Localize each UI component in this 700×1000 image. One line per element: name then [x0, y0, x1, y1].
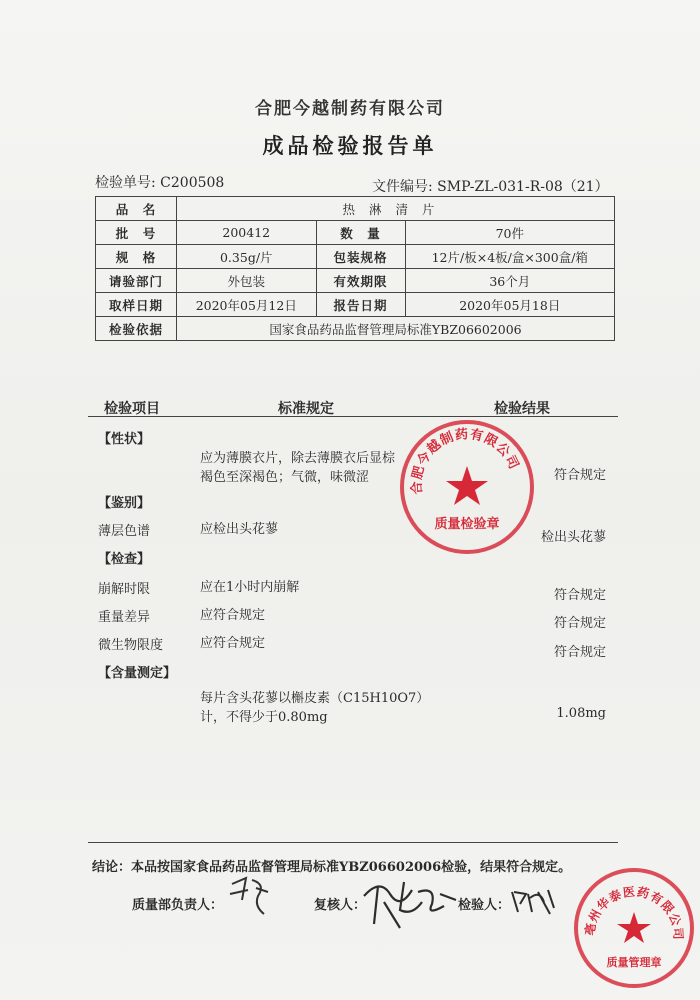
column-standard: 标准规定 — [278, 401, 334, 417]
partner-quality-seal — [574, 868, 694, 988]
microbial-limit-standard: 应符合规定 — [200, 636, 266, 651]
star-icon — [446, 466, 488, 505]
file-number-value: SMP-ZL-031-R-08（21） — [437, 179, 609, 195]
partner-seal-top-text: 亳州华泰医药有限公司 — [582, 884, 686, 941]
section-inspection: 【检查】 — [98, 552, 151, 567]
table-row — [96, 197, 615, 221]
quality-seal-bottom-text: 质量检验章 — [434, 517, 500, 532]
appearance-standard — [200, 449, 395, 487]
section-identification: 【鉴别】 — [98, 496, 151, 511]
validity-label: 有效期限 — [316, 269, 405, 293]
file-number — [372, 176, 609, 196]
assay-standard-line-2: 计，不得少于0.80mg — [200, 710, 328, 725]
tlc-result: 检出头花蓼 — [540, 530, 606, 545]
assay-standard — [200, 689, 429, 727]
footer-divider — [88, 842, 618, 843]
conclusion: 结论：本品按国家食品药品监督管理局标准YBZ06602006检验，结果符合规定。 — [92, 860, 572, 875]
appearance-standard-line-1: 应为薄膜衣片，除去薄膜衣后显棕 — [200, 451, 396, 466]
assay-result: 1.08mg — [556, 706, 606, 721]
report-date-label: 报告日期 — [316, 293, 405, 317]
reviewer-signature — [360, 876, 460, 932]
qa-head-signature — [226, 870, 272, 920]
table-row — [96, 221, 615, 245]
package-spec-value: 12片/板×4板/盒×300盒/箱 — [405, 245, 614, 269]
quality-inspection-seal — [400, 420, 534, 554]
file-number-label: 文件编号: — [372, 179, 433, 195]
table-row — [96, 269, 615, 293]
microbial-limit-result: 符合规定 — [553, 645, 606, 660]
table-row — [96, 245, 615, 269]
partner-seal-bottom-text: 质量管理章 — [606, 956, 662, 969]
table-row — [96, 317, 615, 341]
report-number-label: 检验单号: — [95, 175, 156, 191]
product-name-value: 热淋清片 — [177, 197, 615, 221]
section-appearance: 【性状】 — [98, 432, 151, 447]
weight-variation-item: 重量差异 — [98, 610, 151, 625]
report-number — [95, 172, 224, 192]
disintegration-standard: 应在1小时内崩解 — [200, 580, 300, 595]
appearance-standard-line-2: 褐色至深褐色；气微，味微涩 — [200, 470, 370, 485]
batch-label: 批 号 — [96, 221, 177, 245]
quantity-value: 70件 — [405, 221, 614, 245]
disintegration-item: 崩解时限 — [98, 582, 151, 597]
partner-quality-seal-graphic — [578, 872, 690, 984]
package-spec-label: 包装规格 — [316, 245, 405, 269]
tlc-standard: 应检出头花蓼 — [200, 522, 279, 537]
sample-date-value: 2020年05月12日 — [177, 293, 317, 317]
quality-inspection-seal-graphic — [404, 424, 530, 550]
department-value: 外包装 — [177, 269, 317, 293]
disintegration-result: 符合规定 — [553, 588, 606, 603]
spec-label: 规 格 — [96, 245, 177, 269]
product-info-table — [95, 196, 615, 341]
company-name: 合肥今越制药有限公司 — [255, 99, 445, 119]
inspector-label: 检验人： — [458, 898, 511, 913]
section-assay: 【含量测定】 — [98, 666, 177, 681]
basis-label: 检验依据 — [96, 317, 177, 341]
basis-value: 国家食品药品监督管理局标准YBZ06602006 — [177, 317, 615, 341]
column-result: 检验结果 — [494, 401, 550, 417]
header-divider — [88, 416, 618, 417]
inspector-signature — [508, 884, 558, 918]
quality-seal-top-text: 合肥今越制药有限公司 — [409, 427, 522, 495]
product-name-label: 品 名 — [96, 197, 177, 221]
column-item: 检验项目 — [104, 401, 160, 417]
sample-date-label: 取样日期 — [96, 293, 177, 317]
department-label: 请验部门 — [96, 269, 177, 293]
report-number-value: C200508 — [160, 175, 225, 191]
microbial-limit-item: 微生物限度 — [98, 638, 164, 653]
assay-standard-line-1: 每片含头花蓼以槲皮素（C15H10O7） — [200, 691, 430, 706]
report-title: 成品检验报告单 — [262, 133, 438, 158]
appearance-result: 符合规定 — [553, 468, 606, 483]
tlc-item: 薄层色谱 — [98, 524, 151, 539]
weight-variation-result: 符合规定 — [553, 616, 606, 631]
batch-value: 200412 — [177, 221, 317, 245]
star-icon — [617, 912, 651, 943]
spec-value: 0.35g/片 — [177, 245, 317, 269]
weight-variation-standard: 应符合规定 — [200, 608, 266, 623]
report-date-value: 2020年05月18日 — [405, 293, 614, 317]
table-row — [96, 293, 615, 317]
validity-value: 36个月 — [405, 269, 614, 293]
reviewer-label: 复核人： — [314, 898, 367, 913]
qa-head-label: 质量部负责人： — [132, 898, 224, 913]
quantity-label: 数 量 — [316, 221, 405, 245]
